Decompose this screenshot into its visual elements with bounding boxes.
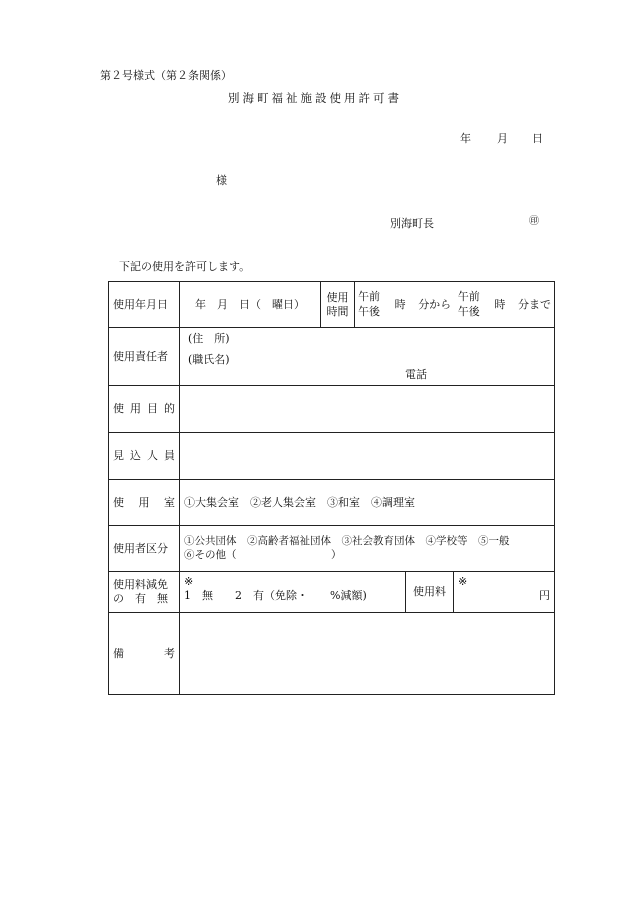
- fee-reduction-mark: ※: [184, 575, 194, 588]
- people-field[interactable]: [180, 433, 555, 480]
- fee-option-reduced: 2 有（免除・ %減額): [235, 588, 367, 602]
- permit-table: [108, 281, 555, 695]
- remarks-label: 備 考: [109, 613, 180, 695]
- form-number: 第２号様式（第２条関係）: [100, 69, 232, 82]
- room-label: 使 用 室: [109, 480, 180, 526]
- category-options[interactable]: ①公共団体 ②高齢者福祉団体 ③社会教育団体 ④学校等 ⑤一般 ⑥その他（ ）: [180, 526, 555, 572]
- room-options[interactable]: ①大集会室 ②老人集会室 ③和室 ④調理室: [180, 480, 555, 526]
- responsible-label: 使用責任者: [109, 328, 180, 386]
- fee-reduction-field[interactable]: [180, 572, 406, 613]
- issuer-name: 別海町長: [390, 217, 434, 230]
- intro-text: 下記の使用を許可します。: [119, 260, 251, 273]
- remarks-field[interactable]: [180, 613, 555, 695]
- date-month-label: 月: [497, 132, 508, 145]
- date-year-label: 年: [460, 132, 471, 145]
- usage-date-field[interactable]: [180, 282, 321, 328]
- end-hour: 時: [494, 297, 506, 311]
- start-from: 分から: [418, 297, 452, 311]
- category-label: 使用者区分: [109, 526, 180, 572]
- usage-time-field[interactable]: [355, 282, 555, 328]
- fee-unit: 円: [539, 588, 551, 602]
- responsible-address: (住 所): [188, 332, 230, 345]
- row-purpose: [109, 386, 555, 433]
- usage-time-label: 使用 時間: [321, 282, 355, 328]
- fee-reduction-label: 使用料減免 の 有 無: [109, 572, 180, 613]
- row-fee: [109, 572, 555, 613]
- people-label: 見 込 人 員: [109, 433, 180, 480]
- seal-mark: ㊞: [529, 216, 539, 227]
- fee-amount-mark: ※: [458, 575, 468, 588]
- start-ampm: 午前 午後: [358, 290, 380, 318]
- end-until: 分まで: [517, 297, 551, 311]
- document-title: 別海町福祉施設使用許可書: [228, 91, 402, 105]
- row-usage-date: [109, 282, 555, 328]
- purpose-field[interactable]: [180, 386, 555, 433]
- row-remarks: [109, 613, 555, 695]
- row-people: [109, 433, 555, 480]
- end-ampm: 午前 午後: [457, 290, 480, 318]
- addressee-suffix: 様: [216, 174, 227, 187]
- fee-label: 使用料: [406, 572, 454, 613]
- date-day-label: 日: [532, 132, 543, 145]
- fee-amount-field[interactable]: [454, 572, 555, 613]
- fee-option-none: 1 無: [184, 588, 213, 602]
- row-responsible: [109, 328, 555, 386]
- row-room: [109, 480, 555, 526]
- start-hour: 時: [394, 297, 406, 311]
- purpose-label: 使 用 目 的: [109, 386, 180, 433]
- responsible-phone: 電話: [405, 368, 427, 381]
- usage-date-label: 使用年月日: [109, 282, 180, 328]
- responsible-field[interactable]: [180, 328, 555, 386]
- usage-date-value: 年 月 日（ 曜日）: [195, 297, 305, 311]
- responsible-name: (職氏名): [188, 352, 230, 366]
- row-category: [109, 526, 555, 572]
